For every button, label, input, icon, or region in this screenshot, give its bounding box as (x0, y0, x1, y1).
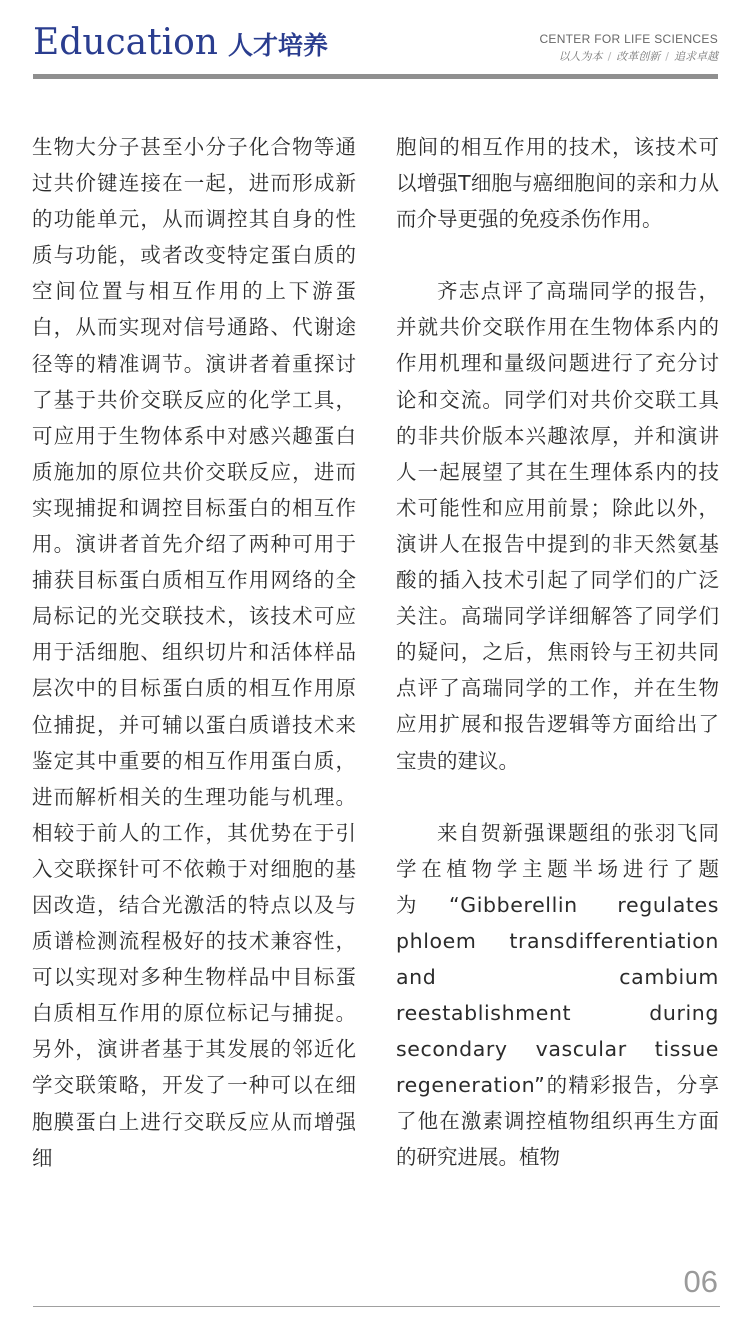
section-title-en: Education (33, 22, 218, 63)
article-paragraph (396, 815, 719, 1176)
motto-separator: / (665, 50, 669, 63)
motto-3: 追求卓越 (674, 50, 718, 63)
page-header (33, 18, 718, 82)
article-column-right (396, 129, 719, 1176)
section-title (33, 22, 328, 63)
paragraph-text: 的精彩报告，分享了他在激素调控植物组织再生方面的研究进展。植物 (396, 1073, 719, 1170)
talk-title: “Gibberellin regulates phloem transdifferentiation and cambium reestablishment during secondary vascular tissue regeneration” (396, 892, 719, 1098)
section-title-zh: 人才培养 (227, 31, 328, 60)
motto-2: 改革创新 (616, 50, 661, 63)
motto-separator: / (607, 50, 612, 63)
header-branding (539, 32, 718, 64)
header-divider (33, 74, 718, 79)
article-paragraph: 齐志点评了高瑞同学的报告，并就共价交联作用在生物体系内的作用机理和量级问题进行了充分讨论和交流。同学们对共价交联工具的非共价版本兴趣浓厚，并和演讲人一起展望了其在生理体系内的技术可能性和应用前景；除此以外，演讲人在报告中提到的非天然氨基酸的插入技术引起了同学们的广泛关注。高瑞同学详细解答了同学们的疑问，之后，焦雨铃与王初共同点评了高瑞同学的工作，并在生物应用扩展和报告逻辑等方面给出了宝贵的建议。 (396, 279, 719, 773)
motto-line (539, 48, 718, 64)
motto-1: 以人为本 (558, 50, 603, 63)
footer-divider (33, 1306, 720, 1307)
center-name: CENTER FOR LIFE SCIENCES (539, 32, 718, 46)
article-column-left (32, 129, 356, 1176)
page-number: 06 (683, 1264, 718, 1299)
article-paragraph-continuation: 胞间的相互作用的技术，该技术可以增强T细胞与癌细胞间的亲和力从而介导更强的免疫杀伤作用。 (396, 135, 719, 232)
article-paragraph: 生物大分子甚至小分子化合物等通过共价键连接在一起，进而形成新的功能单元，从而调控其自身的性质与功能，或者改变特定蛋白质的空间位置与相互作用的上下游蛋白，从而实现对信号通路、代谢途径等的精准调节。演讲者着重探讨了基于共价交联反应的化学工具，可应用于生物体系中对感兴趣蛋白质施加的原位共价交联反应，进而实现捕捉和调控目标蛋白的相互作用。演讲者首先介绍了两种可用于捕获目标蛋白质相互作用网络的全局标记的光交联技术，该技术可应用于活细胞、组织切片和活体样品层次中的目标蛋白质的相互作用原位捕捉，并可辅以蛋白质谱技术来鉴定其中重要的相互作用蛋白质，进而解析相关的生理功能与机理。相较于前人的工作，其优势在于引入交联探针可不依赖于对细胞的基因改造，结合光激活的特点以及与质谱检测流程极好的技术兼容性，可以实现对多种生物样品中目标蛋白质相互作用的原位标记与捕捉。另外，演讲者基于其发展的邻近化学交联策略，开发了一种可以在细胞膜蛋白上进行交联反应从而增强细 (32, 135, 356, 1170)
paragraph-text: 来自贺新强课题组的张羽飞同学在植物学主题半场进行了题为 (396, 820, 719, 917)
